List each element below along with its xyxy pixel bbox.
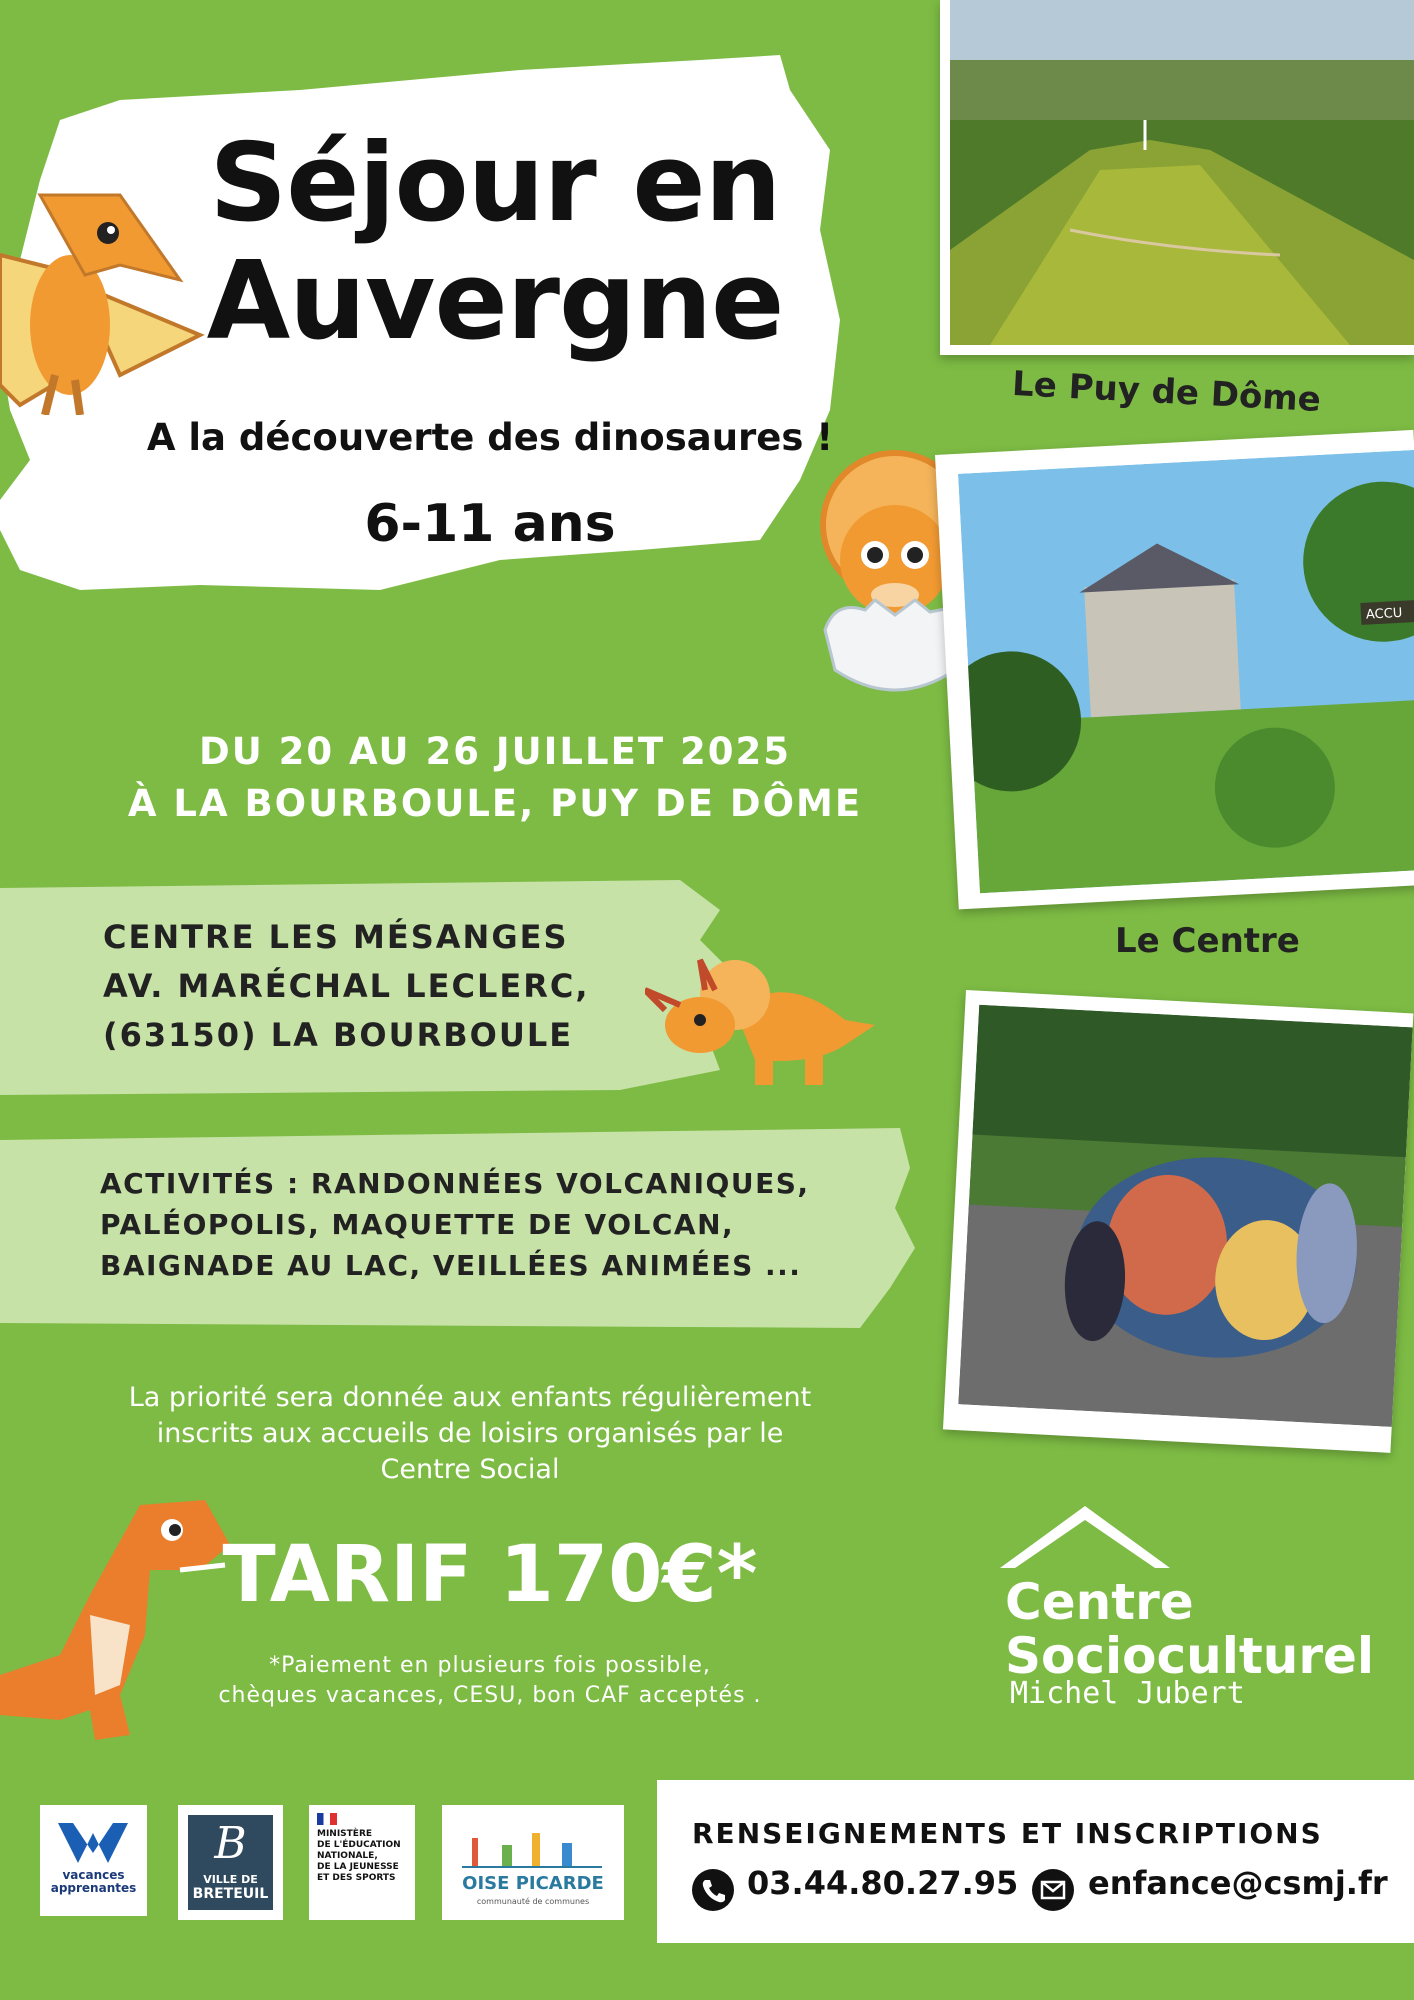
breteuil-line-1: VILLE DE [203, 1873, 258, 1886]
organizer-name [1005, 1575, 1374, 1683]
ministere-line-3: NATIONALE, [317, 1851, 378, 1861]
address-block [103, 913, 589, 1060]
priority-line-2: inscrits aux accueils de loisirs organisés par le [156, 1418, 784, 1449]
subtitle: A la découverte des dinosaures ! [146, 416, 834, 459]
address-line-1: CENTRE LES MÉSANGES [103, 918, 569, 956]
breteuil-line-2: BRETEUIL [192, 1886, 269, 1902]
age-range: 6-11 ans [364, 494, 616, 554]
photo-frame-children [943, 990, 1413, 1453]
phone-icon [692, 1869, 734, 1911]
ministere-line-5: ET DES SPORTS [317, 1873, 396, 1883]
priority-line-3: Centre Social [380, 1454, 560, 1485]
le-centre-photo [958, 450, 1414, 893]
title-line-2: Auvergne [206, 239, 784, 364]
organizer-line-2: Socioculturel [1005, 1627, 1375, 1685]
organizer-line-1: Centre [1005, 1573, 1194, 1631]
caption-puy-de-dome: Le Puy de Dôme [1011, 363, 1322, 421]
ministere-line-4: DE LA JEUNESSE [317, 1862, 399, 1872]
payment-note [110, 1651, 870, 1711]
email-address[interactable]: enfance@csmj.fr [1088, 1864, 1388, 1902]
location-line: À LA BOURBOULE, PUY DE DÔME [127, 782, 863, 825]
ministere-line-1: MINISTÈRE [317, 1829, 373, 1839]
oise-picarde-mark-icon [462, 1823, 602, 1868]
oise-picarde-logo [442, 1805, 624, 1920]
ministere-logo [309, 1805, 415, 1920]
va-line-2: apprenantes [50, 1881, 137, 1895]
ville-de-breteuil-logo [178, 1805, 283, 1920]
email-icon [1032, 1869, 1074, 1911]
vacances-apprenantes-logo [40, 1805, 147, 1916]
address-line-2: AV. MARÉCHAL LECLERC, [103, 967, 590, 1005]
phone-number[interactable]: 03.44.80.27.95 [747, 1864, 1019, 1902]
caption-le-centre: Le Centre [1115, 921, 1300, 961]
contact-title: RENSEIGNEMENTS ET INSCRIPTIONS [692, 1817, 1323, 1850]
triceratops-illustration [645, 950, 875, 1090]
priority-line-1: La priorité sera donnée aux enfants régulièrement [128, 1382, 812, 1413]
oise-picarde-name: OISE PICARDE [462, 1873, 604, 1894]
dates-location [0, 726, 990, 830]
children-group-photo [958, 1005, 1412, 1427]
sign-text: ACCU [1365, 605, 1403, 623]
payment-note-line-1: *Paiement en plusieurs fois possible, [269, 1653, 711, 1678]
french-flag-icon [317, 1813, 337, 1825]
address-line-3: (63150) LA BOURBOULE [103, 1016, 574, 1054]
page-title [0, 121, 990, 364]
price: TARIF 170€* [222, 1530, 758, 1620]
activities-line-2: PALÉOPOLIS, MAQUETTE DE VOLCAN, [100, 1208, 735, 1241]
va-line-1: vacances [62, 1868, 125, 1882]
photo-frame-puy-de-dome [940, 0, 1414, 355]
activities-line-3: BAIGNADE AU LAC, VEILLÉES ANIMÉES ... [100, 1249, 802, 1282]
puy-de-dome-photo [950, 0, 1414, 345]
priority-note [30, 1380, 910, 1488]
va-mark-icon [58, 1823, 128, 1863]
breteuil-b-mark: B [214, 1818, 247, 1869]
oise-picarde-sub: communauté de communes [476, 1897, 590, 1906]
activities-block [100, 1163, 810, 1286]
organizer-subname: Michel Jubert [1010, 1676, 1245, 1711]
dates-line: DU 20 AU 26 JUILLET 2025 [199, 730, 791, 773]
payment-note-line-2: chèques vacances, CESU, bon CAF acceptés . [218, 1683, 762, 1708]
photo-frame-le-centre [935, 430, 1414, 909]
title-line-1: Séjour en [209, 121, 781, 246]
house-roof-icon [995, 1498, 1175, 1573]
contact-panel [657, 1780, 1414, 1943]
activities-line-1: ACTIVITÉS : RANDONNÉES VOLCANIQUES, [100, 1167, 810, 1200]
ministere-line-2: DE L'ÉDUCATION [317, 1840, 401, 1850]
